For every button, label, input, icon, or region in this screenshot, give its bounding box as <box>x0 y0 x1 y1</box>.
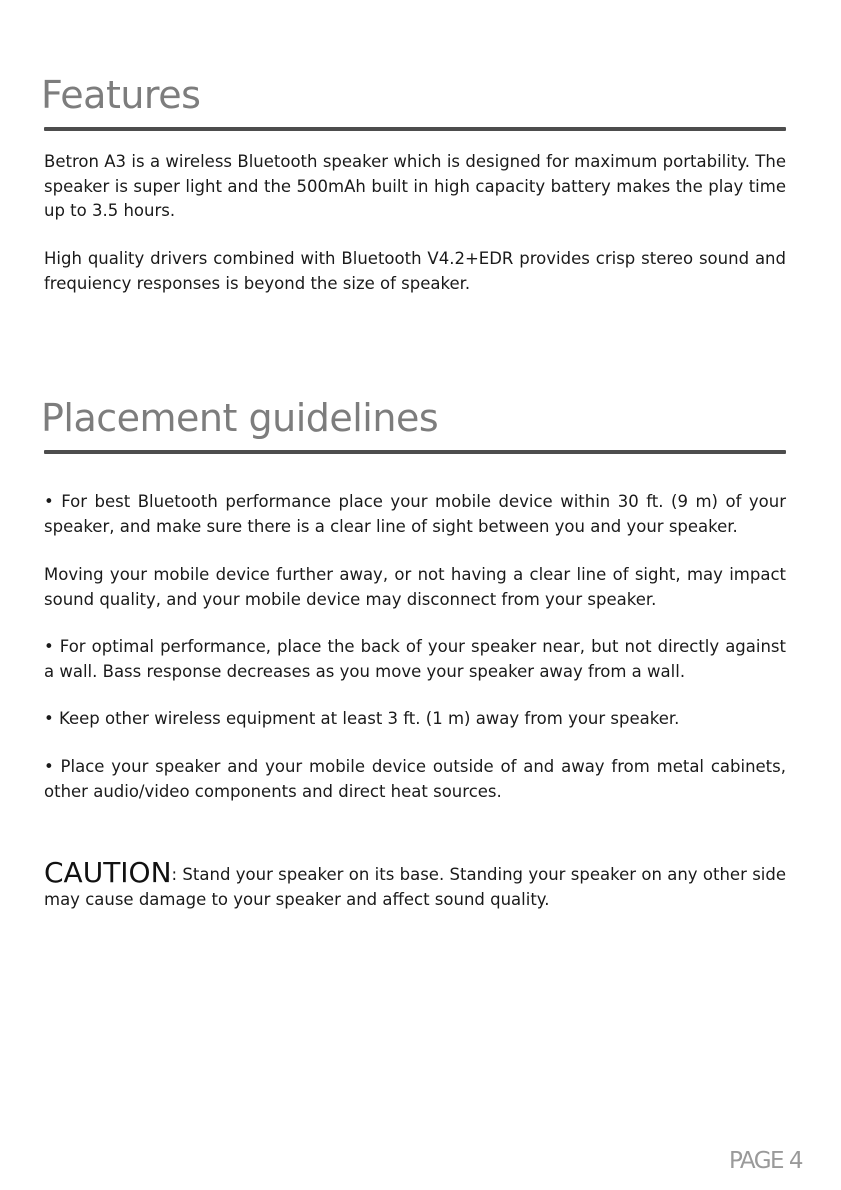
caution-paragraph <box>44 856 786 912</box>
placement-paragraph-3: • For optimal performance, place the back of your speaker near, but not directly against a wall. Bass response decreases as you move your speaker away from a wall. <box>44 637 786 681</box>
placement-divider <box>44 450 786 454</box>
page-number: PAGE 4 <box>728 1148 802 1174</box>
caution-label: CAUTION <box>44 856 172 889</box>
placement-heading: Placement guidelines <box>41 396 439 440</box>
caution-text: : Stand your speaker on its base. Standing your speaker on any other side may cause damage to your speaker and affect sound quality. <box>44 865 786 909</box>
features-paragraph-1: Betron A3 is a wireless Bluetooth speaker which is designed for maximum portability. The speaker is super light and the 500mAh built in high capacity battery makes the play time up to 3.5 hours. <box>44 152 786 220</box>
features-divider <box>44 127 786 131</box>
features-heading: Features <box>41 73 201 117</box>
placement-paragraph-4: • Keep other wireless equipment at least 3 ft. (1 m) away from your speaker. <box>44 709 680 728</box>
placement-paragraph-2: Moving your mobile device further away, or not having a clear line of sight, may impact sound quality, and your mobile device may disconnect from your speaker. <box>44 565 786 609</box>
placement-paragraph-5: • Place your speaker and your mobile device outside of and away from metal cabinets, other audio/video components and direct heat sources. <box>44 757 786 801</box>
features-paragraph-2: High quality drivers combined with Bluetooth V4.2+EDR provides crisp stereo sound and frequiency responses is beyond the size of speaker. <box>44 249 786 293</box>
placement-paragraph-1: • For best Bluetooth performance place your mobile device within 30 ft. (9 m) of your speaker, and make sure there is a clear line of sight between you and your speaker. <box>44 492 786 536</box>
